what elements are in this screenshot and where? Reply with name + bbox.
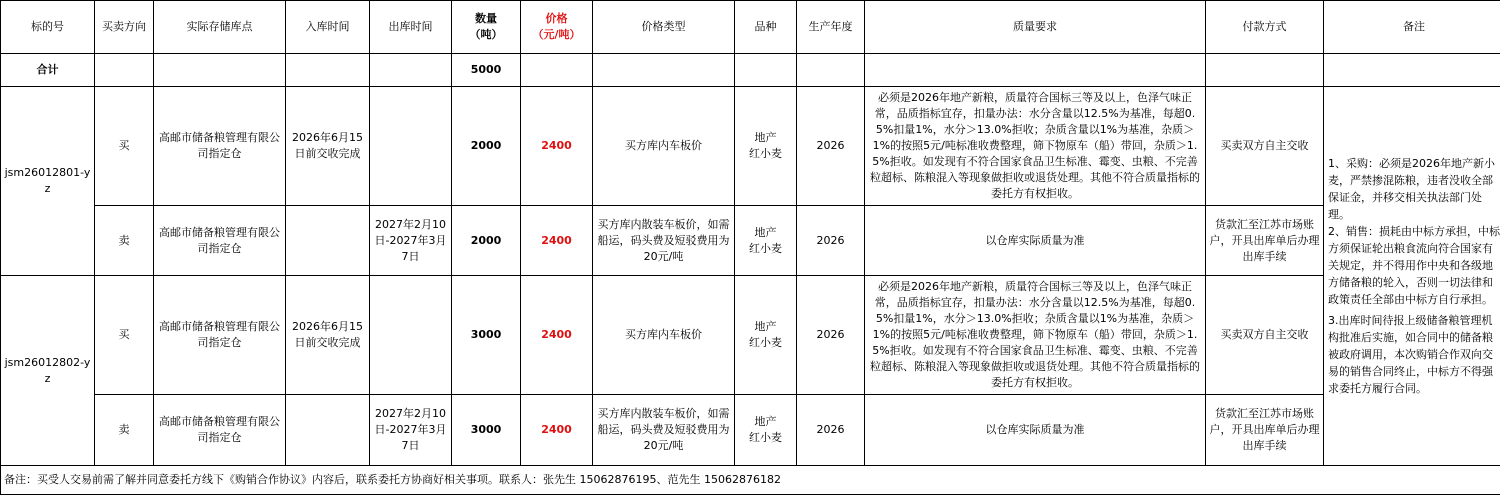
price: 2400 [521,206,593,276]
header-remarks: 备注 [1324,1,1500,54]
year: 2026 [797,87,865,206]
total-empty [521,54,593,87]
price: 2400 [521,87,593,206]
header-out-time: 出库时间 [370,1,452,54]
header-variety: 品种 [735,1,797,54]
payment: 买卖双方自主交收 [1206,276,1324,395]
out-time [370,276,452,395]
out-time: 2027年2月10日-2027年3月7日 [370,395,452,466]
total-label: 合计 [1,54,95,87]
total-empty [593,54,735,87]
header-in-time: 入库时间 [286,1,370,54]
quality: 必须是2026年地产新粮，质量符合国标三等及以上，色泽气味正常，品质指标宜存，扣量办法：水分含量以12.5%为基准，每超0.5%扣量1%，水分＞13.0%拒收；杂质含量以1%为基准，杂质＞1%的按照5元/吨标准收费整理，筛下物原车（船）带回，杂质＞1.5%拒收。如发现有不符合国家食品卫生标准、霉变、虫粮、不完善粒超标、陈粮混入等现象做拒收或退货处理。其他不符合质量指标的委托方有权拒收。 [865,87,1206,206]
footer-row [1,466,1500,495]
variety: 地产 红小麦 [735,87,797,206]
table-row [1,395,1500,466]
remark-sale: 2、销售：损耗由中标方承担，中标方须保证轮出粮食流向符合国家有关规定，并不得用作中央和各级地方储备粮的轮入，否则一切法律和政策责任全部由中标方自行承担。 [1328,225,1500,306]
payment: 货款汇至江苏市场账户，开具出库单后办理出库手续 [1206,206,1324,276]
payment: 货款汇至江苏市场账户，开具出库单后办理出库手续 [1206,395,1324,466]
table-row [1,276,1500,395]
table-row [1,87,1500,206]
header-price: 价格 （元/吨） [521,1,593,54]
storage: 高邮市储备粮管理有限公司指定仓 [154,395,286,466]
variety: 地产 红小麦 [735,206,797,276]
storage: 高邮市储备粮管理有限公司指定仓 [154,276,286,395]
total-quantity: 5000 [452,54,521,87]
storage: 高邮市储备粮管理有限公司指定仓 [154,206,286,276]
quality: 必须是2026年地产新粮，质量符合国标三等及以上，色泽气味正常，品质指标宜存，扣量办法：水分含量以12.5%为基准，每超0.5%扣量1%，水分＞13.0%拒收；杂质含量以1%为基准，杂质＞1%的按照5元/吨标准收费整理，筛下物原车（船）带回，杂质＞1.5%拒收。如发现有不符合国家食品卫生标准、霉变、虫粮、不完善粒超标、陈粮混入等现象做拒收或退货处理。其他不符合质量指标的委托方有权拒收。 [865,276,1206,395]
total-empty [865,54,1206,87]
total-empty [1206,54,1324,87]
direction: 卖 [95,395,154,466]
total-empty [1324,54,1500,87]
in-time [286,395,370,466]
in-time: 2026年6月15日前交收完成 [286,276,370,395]
remark-outbound: 3.出库时间待报上级储备粮管理机构批准后实施，如合同中的储备粮被政府调用，本次购销合作双向交易的销售合同终止，中标方不得强求委托方履行合同。 [1328,314,1493,395]
header-lot: 标的号 [1,1,95,54]
remark-purchase: 1、采购：必须是2026年地产新小麦，严禁掺混陈粮，违者没收全部保证金，并移交相关执法部门处理。 [1328,157,1495,221]
variety: 地产 红小麦 [735,395,797,466]
in-time [286,206,370,276]
price-type: 买方库内散装车板价，如需船运，码头费及短驳费用为20元/吨 [593,206,735,276]
storage: 高邮市储备粮管理有限公司指定仓 [154,87,286,206]
payment: 买卖双方自主交收 [1206,87,1324,206]
price-type: 买方库内车板价 [593,276,735,395]
lot-id: jsm26012801-yz [1,87,95,276]
header-direction: 买卖方向 [95,1,154,54]
quantity: 3000 [452,395,521,466]
header-quality: 质量要求 [865,1,1206,54]
total-empty [154,54,286,87]
quality: 以仓库实际质量为准 [865,206,1206,276]
total-empty [286,54,370,87]
variety: 地产 红小麦 [735,276,797,395]
direction: 买 [95,87,154,206]
total-row [1,54,1500,87]
out-time: 2027年2月10日-2027年3月7日 [370,206,452,276]
direction: 买 [95,276,154,395]
quality: 以仓库实际质量为准 [865,395,1206,466]
header-row [1,1,1500,54]
header-price-type: 价格类型 [593,1,735,54]
year: 2026 [797,276,865,395]
price: 2400 [521,276,593,395]
total-empty [95,54,154,87]
price-type: 买方库内车板价 [593,87,735,206]
direction: 卖 [95,206,154,276]
header-storage: 实际存储库点 [154,1,286,54]
year: 2026 [797,206,865,276]
lot-id: jsm26012802-yz [1,276,95,466]
total-empty [370,54,452,87]
table-row [1,206,1500,276]
out-time [370,87,452,206]
footer-note: 备注：买受人交易前需了解并同意委托方线下《购销合作协议》内容后，联系委托方协商好相关事项。联系人：张先生 15062876195、范先生 15062876182 [1,466,1500,495]
quantity: 2000 [452,87,521,206]
price: 2400 [521,395,593,466]
price-type: 买方库内散装车板价，如需船运，码头费及短驳费用为20元/吨 [593,395,735,466]
quantity: 2000 [452,206,521,276]
remarks-cell [1324,87,1500,466]
header-year: 生产年度 [797,1,865,54]
header-payment: 付款方式 [1206,1,1324,54]
header-quantity: 数量 （吨） [452,1,521,54]
year: 2026 [797,395,865,466]
quantity: 3000 [452,276,521,395]
in-time: 2026年6月15日前交收完成 [286,87,370,206]
total-empty [735,54,797,87]
total-empty [797,54,865,87]
